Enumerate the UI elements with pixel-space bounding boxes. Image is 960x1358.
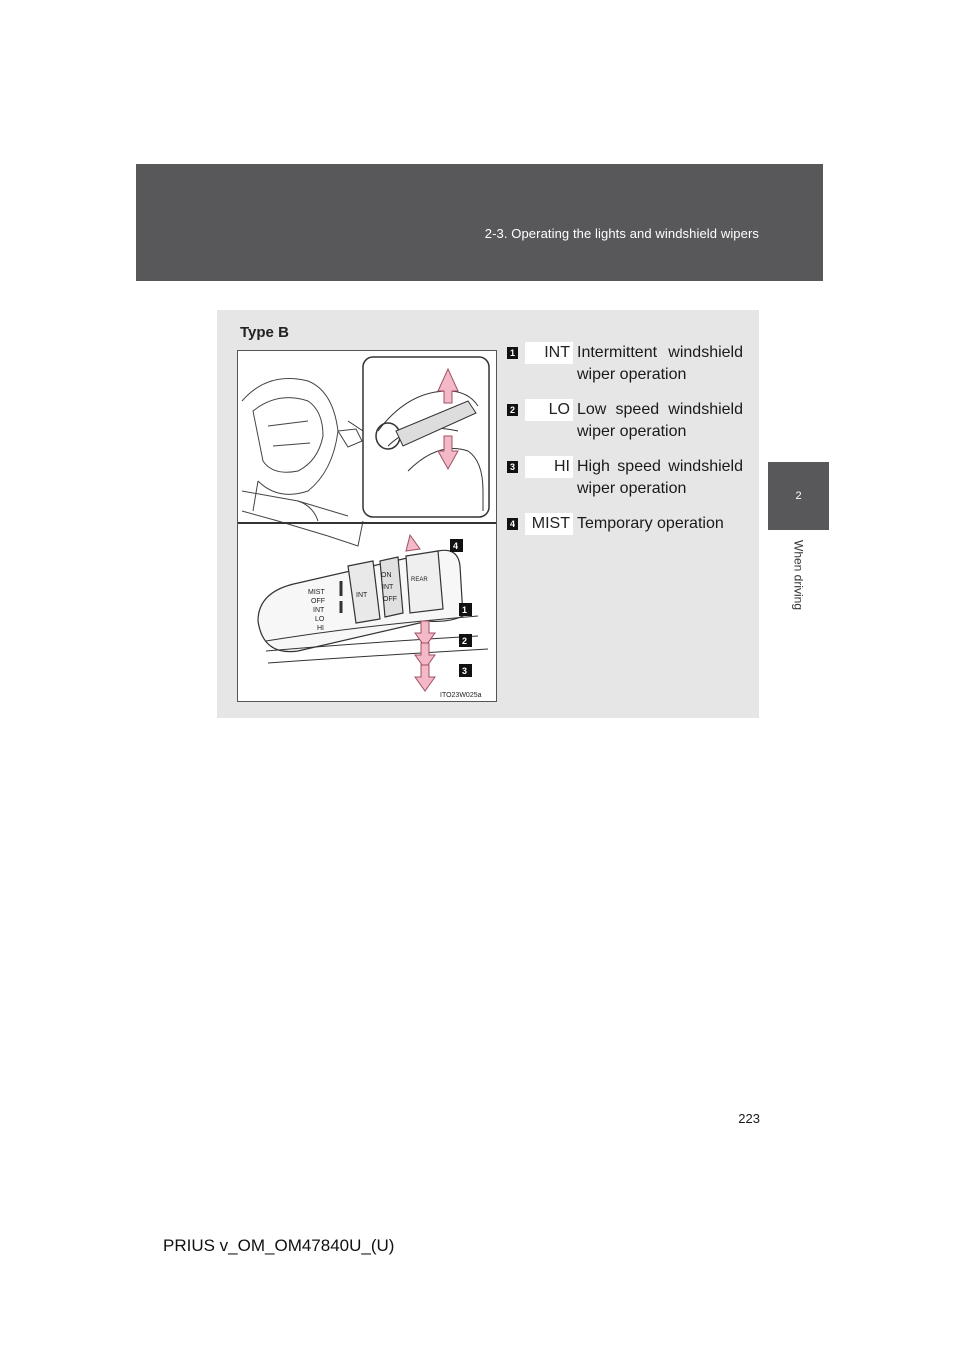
rear-label: REAR: [411, 577, 428, 583]
footer-code: PRIUS v_OM_OM47840U_(U): [163, 1236, 395, 1255]
list-item: [505, 399, 743, 443]
wiper-switch-illustration: [238, 351, 496, 701]
item-tag: INT: [525, 342, 573, 364]
callout-3: 3: [462, 666, 468, 676]
item-description: High speed windshield wiper operation: [577, 458, 743, 497]
callout-1: 1: [462, 605, 468, 615]
callout-4: 4: [453, 541, 459, 551]
switch-label-int: INT: [313, 607, 325, 614]
knob-label-int: INT: [356, 592, 368, 599]
switch-label-hi: HI: [317, 625, 324, 632]
mist-arrow-icon: [406, 535, 420, 551]
switch-label-mist: MIST: [308, 589, 325, 596]
section-title: 2-3. Operating the lights and windshield wipers: [484, 226, 759, 241]
dashboard-sketch: [242, 379, 363, 547]
figure-code: ITO23W025a: [440, 692, 482, 699]
wiper-switch-figure: [237, 350, 497, 702]
switch-label-lo: LO: [315, 616, 325, 623]
item-tag: HI: [525, 456, 573, 478]
operation-list: [505, 342, 743, 548]
wiper-stalk: [258, 550, 488, 663]
content-box: [217, 310, 759, 718]
rear-label-off: OFF: [383, 596, 397, 603]
type-heading: Type B: [240, 324, 289, 341]
switch-label-off: OFF: [311, 598, 325, 605]
list-item: [505, 456, 743, 500]
hi-arrow-icon: [415, 665, 435, 691]
list-item: [505, 513, 743, 535]
item-tag: MIST: [525, 513, 573, 535]
inset-view: [363, 357, 489, 517]
chapter-label-text: When driving: [791, 540, 806, 611]
chapter-tab: 2: [768, 462, 829, 530]
header-band: [136, 164, 823, 281]
item-number: 1: [507, 347, 518, 359]
callout-2: 2: [462, 636, 468, 646]
item-description: Low speed windshield wiper operation: [577, 401, 743, 440]
page-number: 223: [738, 1111, 760, 1126]
chapter-label: [768, 540, 829, 630]
item-number: 2: [507, 404, 518, 416]
item-number: 4: [507, 518, 518, 530]
item-tag: LO: [525, 399, 573, 421]
item-description: Intermittent windshield wiper operation: [577, 344, 743, 383]
rear-label-int: INT: [382, 584, 394, 591]
item-description: Temporary operation: [577, 515, 724, 532]
item-number: 3: [507, 461, 518, 473]
list-item: [505, 342, 743, 386]
rear-label-on: ON: [381, 572, 392, 579]
